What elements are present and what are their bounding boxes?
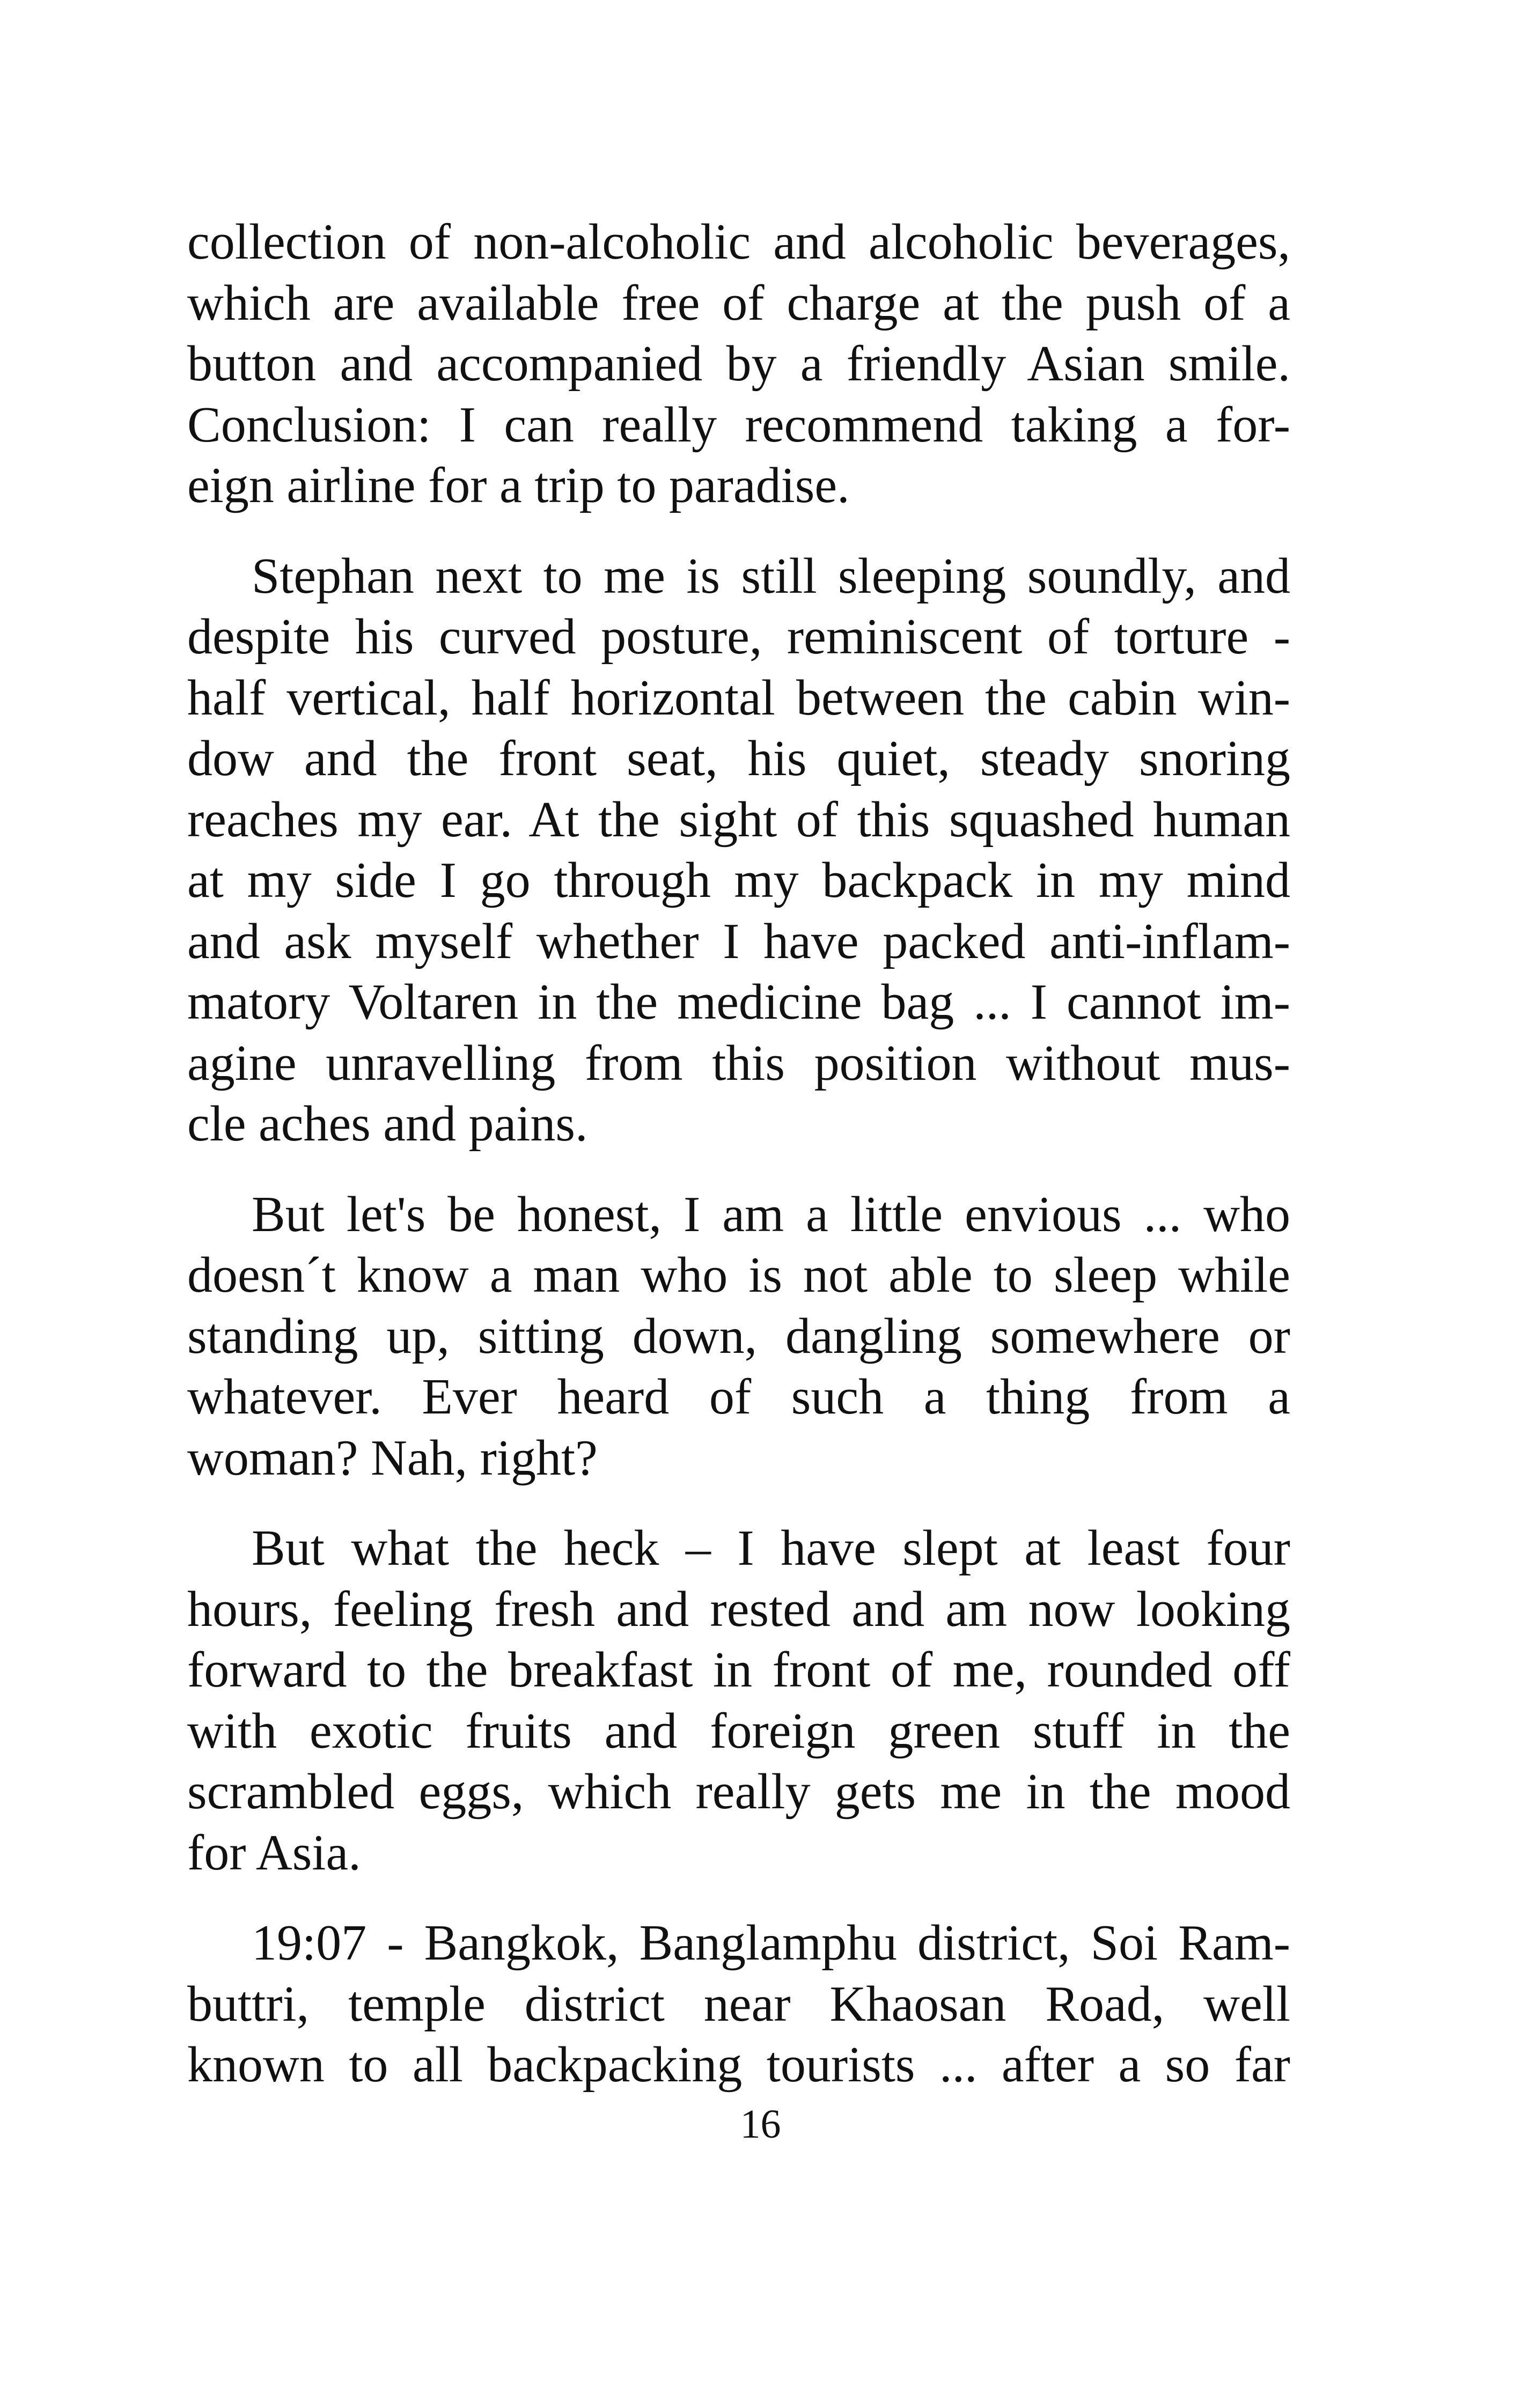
paragraph-4 <box>187 1518 1290 1883</box>
text-line: standing up, sitting down, dangling somewhere or <box>187 1308 1290 1364</box>
text-line: hours, feeling fresh and rested and am now looking <box>187 1581 1290 1637</box>
text-line: matory Voltaren in the medicine bag ... I cannot im- <box>187 974 1290 1030</box>
text-line: and ask myself whether I have packed anti-inflam- <box>187 913 1290 969</box>
text-line: eign airline for a trip to paradise. <box>187 458 850 513</box>
paragraph-1 <box>187 212 1290 517</box>
text-line: button and accompanied by a friendly Asian smile. <box>187 336 1290 392</box>
text-line: at my side I go through my backpack in my mind <box>187 852 1290 908</box>
text-line: dow and the front seat, his quiet, steady snoring <box>187 731 1290 786</box>
paragraph-5 <box>187 1913 1290 2096</box>
text-line: collection of non-alcoholic and alcoholic beverages, <box>187 214 1290 270</box>
text-line: But let's be honest, I am a little envious ... who <box>252 1186 1290 1242</box>
paragraph-2 <box>187 546 1290 1155</box>
text-line: forward to the breakfast in front of me, rounded off <box>187 1642 1290 1698</box>
text-line: But what the heck – I have slept at least four <box>252 1520 1290 1576</box>
text-line: agine unravelling from this position without mus- <box>187 1035 1290 1091</box>
text-line: scrambled eggs, which really gets me in the mood <box>187 1764 1290 1820</box>
text-line: for Asia. <box>187 1824 361 1881</box>
body-text <box>187 212 1290 2125</box>
text-line: whatever. Ever heard of such a thing from a <box>187 1369 1290 1425</box>
text-line: doesn´t know a man who is not able to sleep while <box>187 1247 1290 1303</box>
paragraph-3 <box>187 1184 1290 1489</box>
text-line: half vertical, half horizontal between the cabin win- <box>187 669 1290 726</box>
text-line: Stephan next to me is still sleeping soundly, and <box>252 548 1290 604</box>
text-line: known to all backpacking tourists ... after a so far <box>187 2037 1290 2093</box>
page-number: 16 <box>740 2102 781 2147</box>
text-line: which are available free of charge at the push of a <box>187 275 1290 331</box>
text-line: despite his curved posture, reminiscent of torture - <box>187 609 1290 665</box>
text-line: woman? Nah, right? <box>187 1430 598 1486</box>
text-line: Conclusion: I can really recommend taking a for- <box>187 396 1290 453</box>
text-line: cle aches and pains. <box>187 1096 588 1152</box>
text-line: reaches my ear. At the sight of this squashed human <box>187 791 1290 848</box>
text-line: 19:07 - Bangkok, Banglamphu district, Soi Ram- <box>252 1915 1290 1971</box>
text-line: with exotic fruits and foreign green stuff in the <box>187 1703 1290 1759</box>
text-line: buttri, temple district near Khaosan Road, well <box>187 1976 1290 2032</box>
